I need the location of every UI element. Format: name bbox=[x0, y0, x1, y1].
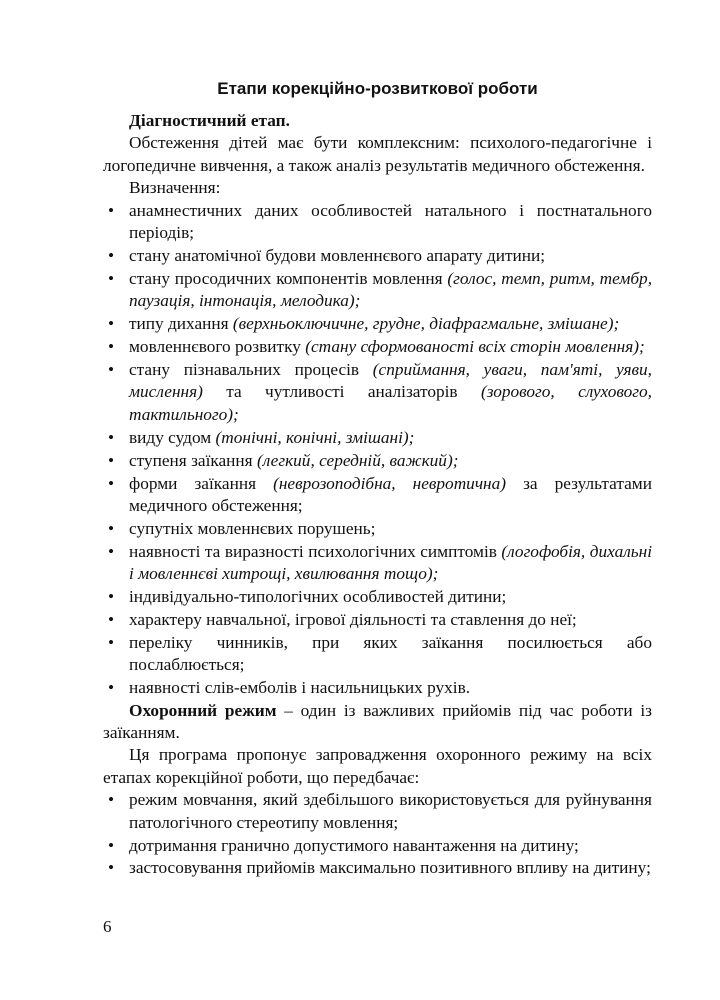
protective-list bbox=[103, 789, 652, 880]
diagnostic-intro: Обстеження дітей має бути комплексним: психолого-педагогічне і логопедичне вивчення, а також аналіз результатів медичного обстеження. bbox=[103, 133, 652, 175]
list-item: • дотримання гранично допустимого навантаження на дитину; bbox=[103, 835, 652, 857]
list-item: • стану анатомічної будови мовленнєвого апарату дитини; bbox=[103, 245, 652, 267]
list-item: • режим мовчання, який здебільшого використовується для руйнування патологічного стереотипу мовлення; bbox=[103, 789, 652, 834]
list-item: • наявності слів-емболів і насильницьких рухів. bbox=[103, 677, 652, 699]
list-item: • наявності та виразності психологічних симптомів (логофобія, дихальні і мовленнєві хитрощі, хвилювання тощо); bbox=[103, 541, 652, 586]
section-title: Етапи корекційно-розвиткової роботи bbox=[217, 79, 538, 98]
list-item: • типу дихання (верхньоключичне, грудне, діафрагмальне, змішане); bbox=[103, 313, 652, 335]
protective-intro: Ця програма пропонує запровадження охоронного режиму на всіх етапах корекційної роботи, що передбачає: bbox=[103, 745, 652, 787]
page-number: 6 bbox=[103, 917, 112, 936]
list-item: • застосовування прийомів максимально позитивного впливу на дитину; bbox=[103, 857, 652, 879]
list-item: • анамнестичних даних особливостей натального і постнатального періодів; bbox=[103, 200, 652, 245]
list-item: • мовленнєвого розвитку (стану сформованості всіх сторін мовлення); bbox=[103, 336, 652, 358]
list-item: • переліку чинників, при яких заїкання посилюється або послаблюється; bbox=[103, 632, 652, 677]
list-item: • форми заїкання (неврозоподібна, невротична) за результатами медичного обстеження; bbox=[103, 473, 652, 518]
list-item: • ступеня заїкання (легкий, середній, важкий); bbox=[103, 450, 652, 472]
list-item: • індивідуально-типологічних особливостей дитини; bbox=[103, 586, 652, 608]
diagnostic-list bbox=[103, 200, 652, 700]
list-item: • характеру навчальної, ігрової діяльності та ставлення до неї; bbox=[103, 609, 652, 631]
list-item: • виду судом (тонічні, конічні, змішані); bbox=[103, 427, 652, 449]
list-item: • стану пізнавальних процесів (сприймання, уваги, пам'яті, уяви, мислення) та чутливості аналізаторів (зорового, слухового, тактильного); bbox=[103, 359, 652, 426]
protective-regime-term: Охоронний режим bbox=[129, 700, 277, 720]
list-item: • супутніх мовленнєвих порушень; bbox=[103, 518, 652, 540]
page-content bbox=[103, 78, 652, 880]
protective-regime-paragraph: Охоронний режим – один із важливих прийомів під час роботи із заїканням. bbox=[103, 700, 652, 742]
list-item: • стану просодичних компонентів мовлення (голос, темп, ритм, тембр, паузація, інтонація, мелодика); bbox=[103, 268, 652, 313]
diagnostic-lead: Визначення: bbox=[129, 178, 221, 198]
diagnostic-heading: Діагностичний етап. bbox=[129, 111, 290, 130]
